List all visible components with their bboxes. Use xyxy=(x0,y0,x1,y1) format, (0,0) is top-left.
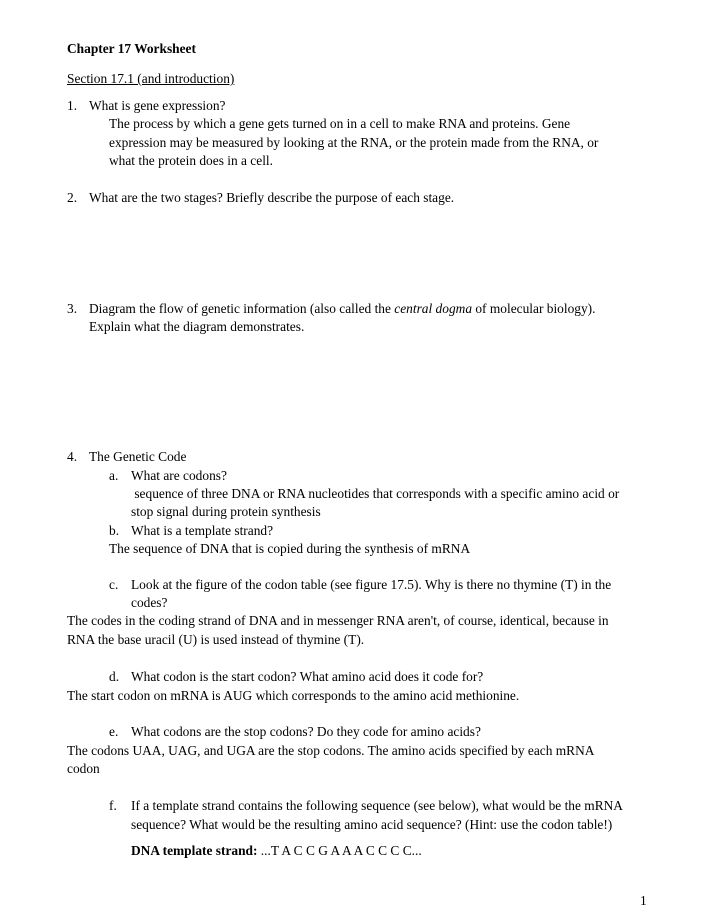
q4c-text-line: Look at the figure of the codon table (see figure 17.5). Why is there no thymine (T) in the xyxy=(131,577,612,592)
q4c-answer-line: RNA the base uracil (U) is used instead of thymine (T). xyxy=(67,632,365,647)
q4-number: 4. xyxy=(67,449,78,464)
q1-answer-line: The process by which a gene gets turned on in a cell to make RNA and proteins. Gene xyxy=(109,116,571,131)
q4d-text: What codon is the start codon? What amino acid does it code for? xyxy=(131,669,484,684)
q4e-answer-line: codon xyxy=(67,761,100,776)
q4e-text: What codons are the stop codons? Do they code for amino acids? xyxy=(131,724,481,739)
q4c-text-line: codes? xyxy=(131,595,168,610)
q2-text: What are the two stages? Briefly describe the purpose of each stage. xyxy=(89,190,455,205)
q4a-answer-line: stop signal during protein synthesis xyxy=(131,504,321,519)
q3-text-line2: Explain what the diagram demonstrates. xyxy=(89,319,305,334)
q4f-letter: f. xyxy=(109,798,117,813)
q4b-text: What is a template strand? xyxy=(131,523,274,538)
q4c-answer-line: The codes in the coding strand of DNA and in messenger RNA aren't, of course, identical, because in xyxy=(67,613,609,628)
q4b-letter: b. xyxy=(109,523,120,538)
q2-number: 2. xyxy=(67,190,78,205)
q4a-text: What are codons? xyxy=(131,468,227,483)
dna-template-strand xyxy=(131,842,422,860)
worksheet-title: Chapter 17 Worksheet xyxy=(67,41,196,56)
dna-sequence: ...T A C C G A A A C C C C... xyxy=(257,843,422,858)
q3-text xyxy=(89,300,595,318)
q3-italic-term: central dogma xyxy=(394,301,473,316)
q3-text-part: Diagram the flow of genetic information (also called the xyxy=(89,301,395,316)
page-number: 1 xyxy=(640,893,647,908)
q4f-text-line: sequence? What would be the resulting amino acid sequence? (Hint: use the codon table!) xyxy=(131,817,613,832)
q1-answer-line: expression may be measured by looking at the RNA, or the protein made from the RNA, or xyxy=(109,135,599,150)
q4a-letter: a. xyxy=(109,468,119,483)
q1-text: What is gene expression? xyxy=(89,98,226,113)
q4e-answer-line: The codons UAA, UAG, and UGA are the stop codons. The amino acids specified by each mRNA xyxy=(67,743,595,758)
dna-template-label: DNA template strand: xyxy=(131,843,258,858)
q4e-letter: e. xyxy=(109,724,119,739)
q3-number: 3. xyxy=(67,301,78,316)
q1-answer-line: what the protein does in a cell. xyxy=(109,153,273,168)
q4b-answer: The sequence of DNA that is copied during the synthesis of mRNA xyxy=(109,541,471,556)
section-heading: Section 17.1 (and introduction) xyxy=(67,71,235,86)
q4d-letter: d. xyxy=(109,669,120,684)
q4d-answer: The start codon on mRNA is AUG which corresponds to the amino acid methionine. xyxy=(67,688,520,703)
q4c-letter: c. xyxy=(109,577,119,592)
q1-number: 1. xyxy=(67,98,78,113)
q4a-answer-line: sequence of three DNA or RNA nucleotides that corresponds with a specific amino acid or xyxy=(131,486,620,501)
q4-text: The Genetic Code xyxy=(89,449,187,464)
q3-text-part: of molecular biology). xyxy=(472,301,596,316)
q4f-text-line: If a template strand contains the following sequence (see below), what would be the mRNA xyxy=(131,798,623,813)
